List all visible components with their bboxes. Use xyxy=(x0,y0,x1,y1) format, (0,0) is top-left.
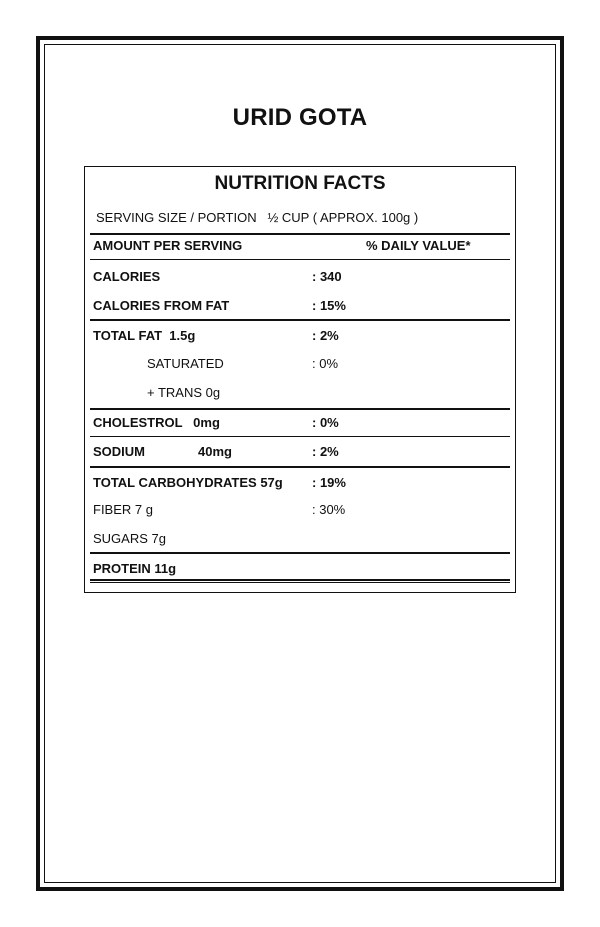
total-fat-label: TOTAL FAT 1.5g xyxy=(93,328,196,343)
divider xyxy=(90,259,510,260)
daily-value-header: % DAILY VALUE* xyxy=(366,238,471,253)
saturated-value: : 0% xyxy=(312,356,339,371)
calories-label: CALORIES xyxy=(93,269,161,284)
bottom-double-rule xyxy=(90,579,510,583)
nutrition-facts-panel xyxy=(84,166,516,593)
amount-per-serving-header: AMOUNT PER SERVING xyxy=(93,238,243,253)
fiber-value: : 30% xyxy=(312,502,346,517)
divider xyxy=(90,552,510,554)
panel-title: NUTRITION FACTS xyxy=(214,173,386,194)
trans-label: + TRANS 0g xyxy=(147,385,221,400)
divider xyxy=(90,319,510,321)
sodium-amount: 40mg xyxy=(198,444,232,459)
divider xyxy=(90,233,510,235)
calories-from-fat-value: : 15% xyxy=(312,298,346,313)
divider xyxy=(90,466,510,468)
calories-from-fat-label: CALORIES FROM FAT xyxy=(93,298,230,313)
total-fat-value: : 2% xyxy=(312,328,339,343)
cholestrol-value: : 0% xyxy=(312,415,339,430)
fiber-label: FIBER 7 g xyxy=(93,502,153,517)
saturated-label: SATURATED xyxy=(147,356,224,371)
calories-value: : 340 xyxy=(312,269,342,284)
protein-label: PROTEIN 11g xyxy=(93,561,177,576)
divider xyxy=(90,408,510,410)
sodium-label: SODIUM xyxy=(93,444,145,459)
product-title: URID GOTA xyxy=(232,104,368,131)
total-carbohydrates-value: : 19% xyxy=(312,475,346,490)
total-carbohydrates-label: TOTAL CARBOHYDRATES 57g xyxy=(93,475,283,490)
divider xyxy=(90,436,510,437)
serving-size: SERVING SIZE / PORTION ½ CUP ( APPROX. 100g ) xyxy=(96,210,419,225)
sugars-label: SUGARS 7g xyxy=(93,531,166,546)
cholestrol-label: CHOLESTROL 0mg xyxy=(93,415,220,430)
sodium-value: : 2% xyxy=(312,444,339,459)
